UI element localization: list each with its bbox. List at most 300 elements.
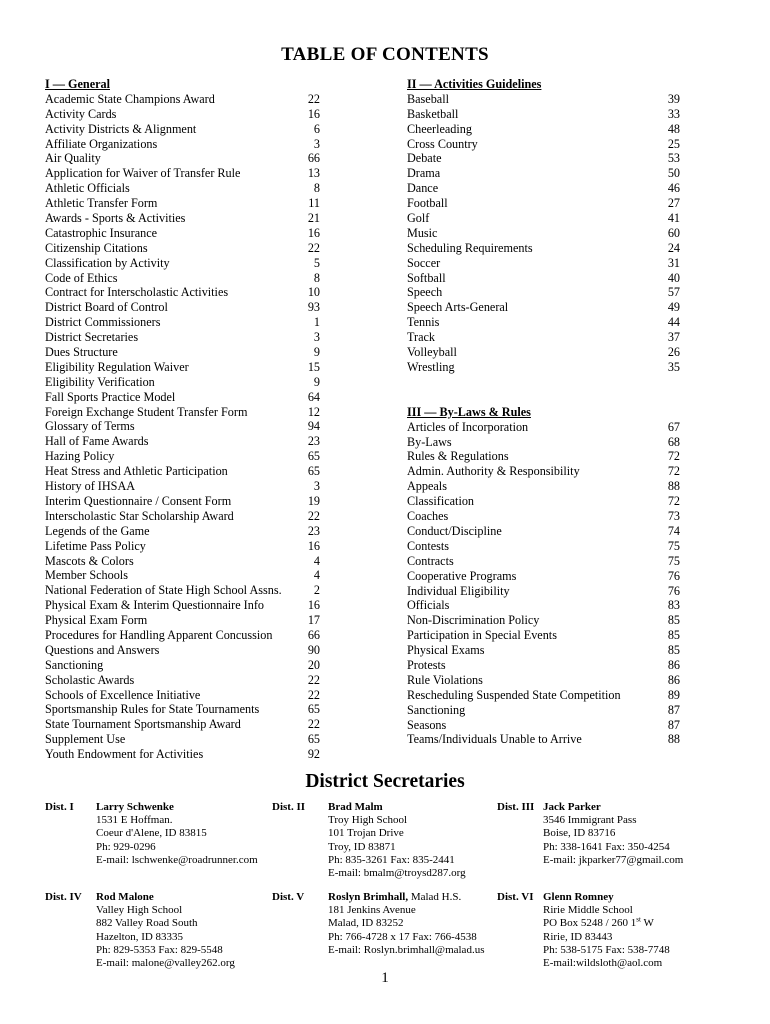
email-line: E-mail: Roslyn.brimhall@malad.us — [328, 943, 485, 956]
toc-entry-page: 48 — [667, 121, 680, 136]
phone-line: Ph: 766-4728 x 17 Fax: 766-4538 — [328, 930, 477, 943]
toc-entry-title: Non-Discrimination Policy — [407, 613, 540, 628]
toc-entry-page: 44 — [667, 315, 680, 330]
toc-entry — [45, 151, 320, 166]
toc-entry-page: 75 — [667, 553, 680, 568]
toc-entry-page: 9 — [313, 374, 320, 389]
toc-entry — [45, 717, 320, 732]
toc-entry-title: Application for Waiver of Transfer Rule — [45, 166, 241, 181]
phone-line: Ph: 929-0296 — [96, 840, 156, 853]
secretary-name: Jack Parker — [543, 801, 601, 813]
toc-entry-title: Protests — [407, 657, 446, 672]
toc-entry — [45, 137, 320, 152]
toc-entry-title: Physical Exam Form — [45, 613, 148, 628]
district-label: Dist. II — [272, 801, 306, 813]
toc-entry — [45, 509, 320, 524]
toc-entry-page: 10 — [307, 285, 320, 300]
school-line: Valley High School — [96, 904, 183, 917]
toc-entry-page: 87 — [667, 702, 680, 717]
right-column — [407, 77, 680, 747]
email-line: E-mail: lschwenke@roadrunner.com — [96, 853, 258, 866]
toc-entry-page: 19 — [307, 493, 320, 508]
toc-entry-title: Fall Sports Practice Model — [45, 389, 176, 404]
toc-entry-title: Admin. Authority & Responsibility — [407, 464, 580, 479]
toc-entry-title: Legends of the Game — [45, 523, 150, 538]
toc-entry-title: Procedures for Handling Apparent Concussion — [45, 627, 273, 642]
toc-entry-title: Coaches — [407, 509, 449, 524]
email-line: E-mail:wildsloth@aol.com — [543, 957, 663, 970]
toc-entry-page: 74 — [667, 523, 680, 538]
toc-entry-page: 24 — [667, 240, 680, 255]
toc-entry — [45, 419, 320, 434]
toc-entry-page: 50 — [667, 166, 680, 181]
toc-entry — [45, 688, 320, 703]
toc-entry — [407, 688, 680, 703]
toc-entry-page: 22 — [307, 508, 320, 523]
address-part: W — [640, 917, 654, 930]
toc-entry — [45, 285, 320, 300]
school-line: Troy High School — [328, 814, 408, 827]
toc-entry-title: Rescheduling Suspended State Competition — [407, 687, 621, 702]
city-line: Boise, ID 83716 — [543, 827, 616, 840]
toc-entry-title: Participation in Special Events — [407, 628, 557, 643]
toc-entry-page: 89 — [667, 687, 680, 702]
toc-entry-page: 40 — [667, 270, 680, 285]
toc-entry — [407, 241, 680, 256]
toc-entry — [45, 434, 320, 449]
bylaws-list — [407, 420, 680, 748]
toc-entry-title: Interscholastic Star Scholarship Award — [45, 508, 234, 523]
toc-entry-page: 94 — [307, 419, 320, 434]
toc-entry-page: 16 — [307, 106, 320, 121]
toc-entry — [45, 747, 320, 762]
toc-entry-title: Individual Eligibility — [407, 583, 510, 598]
toc-entry-title: Supplement Use — [45, 732, 126, 747]
page-number: 1 — [381, 970, 389, 986]
toc-entry-title: Tennis — [407, 315, 440, 330]
toc-entry — [407, 107, 680, 122]
toc-entry-page: 6 — [313, 121, 320, 136]
toc-entry — [407, 554, 680, 569]
toc-entry-page: 15 — [307, 359, 320, 374]
toc-entry — [45, 449, 320, 464]
school-line: Ririe Middle School — [543, 904, 633, 917]
toc-entry-title: Wrestling — [407, 359, 455, 374]
toc-entry — [407, 256, 680, 271]
toc-entry — [45, 554, 320, 569]
toc-entry-page: 35 — [667, 359, 680, 374]
district-label: Dist. VI — [497, 891, 534, 903]
toc-entry-title: Conduct/Discipline — [407, 523, 502, 538]
secretary-name: Roslyn Brimhall, — [328, 891, 409, 903]
toc-entry-page: 87 — [667, 717, 680, 732]
toc-entry-page: 65 — [307, 732, 320, 747]
phone-line: Ph: 538-5175 Fax: 538-7748 — [543, 943, 670, 956]
toc-entry-title: Code of Ethics — [45, 270, 118, 285]
toc-entry — [407, 137, 680, 152]
toc-entry-page: 49 — [667, 300, 680, 315]
general-heading: I — General — [45, 77, 110, 91]
toc-entry — [407, 732, 680, 747]
toc-entry-page: 31 — [667, 255, 680, 270]
toc-entry-page: 1 — [313, 315, 320, 330]
toc-entry — [407, 315, 680, 330]
toc-entry-title: Football — [407, 196, 448, 211]
toc-entry — [45, 405, 320, 420]
address-line: 3546 Immigrant Pass — [543, 814, 637, 827]
toc-entry-page: 2 — [313, 583, 320, 598]
toc-entry-title: Mascots & Colors — [45, 553, 134, 568]
address-line: 1531 E Hoffman. — [96, 814, 173, 827]
city-line: Troy, ID 83871 — [328, 840, 396, 853]
toc-entry — [45, 628, 320, 643]
toc-entry — [407, 151, 680, 166]
toc-entry-page: 23 — [307, 434, 320, 449]
general-list — [45, 92, 320, 762]
secretary-name: Rod Malone — [96, 891, 154, 903]
toc-entry-page: 3 — [313, 136, 320, 151]
toc-entry — [407, 181, 680, 196]
toc-entry-page: 3 — [313, 330, 320, 345]
toc-entry-page: 16 — [307, 538, 320, 553]
toc-entry-title: Member Schools — [45, 568, 128, 583]
toc-entry-page: 67 — [667, 419, 680, 434]
toc-entry — [45, 271, 320, 286]
toc-entry-page: 73 — [667, 509, 680, 524]
toc-entry-title: Affiliate Organizations — [45, 136, 158, 151]
toc-entry-title: Rule Violations — [407, 672, 483, 687]
toc-entry — [407, 271, 680, 286]
general-section — [45, 77, 320, 762]
toc-entry-page: 93 — [307, 300, 320, 315]
toc-entry — [45, 539, 320, 554]
toc-entry-title: Volleyball — [407, 345, 457, 360]
toc-entry — [45, 598, 320, 613]
toc-entry-page: 64 — [307, 389, 320, 404]
toc-entry-page: 21 — [307, 211, 320, 226]
toc-entry-page: 86 — [667, 672, 680, 687]
toc-entry-page: 25 — [667, 136, 680, 151]
toc-entry — [45, 390, 320, 405]
toc-entry-page: 4 — [313, 553, 320, 568]
toc-entry-page: 86 — [667, 657, 680, 672]
toc-entry-title: Speech — [407, 285, 443, 300]
activities-list — [407, 92, 680, 375]
toc-entry — [407, 598, 680, 613]
toc-entry — [407, 539, 680, 554]
toc-entry — [45, 643, 320, 658]
toc-entry-page: 60 — [667, 225, 680, 240]
toc-entry-title: Speech Arts-General — [407, 300, 509, 315]
email-line: E-mail: malone@valley262.org — [96, 957, 235, 970]
toc-entry-page: 65 — [307, 702, 320, 717]
toc-entry-page: 12 — [307, 404, 320, 419]
toc-entry-title: Basketball — [407, 106, 459, 121]
page-title: TABLE OF CONTENTS — [281, 44, 489, 65]
toc-entry-title: Catastrophic Insurance — [45, 225, 158, 240]
toc-entry-page: 22 — [307, 687, 320, 702]
toc-entry — [407, 330, 680, 345]
toc-entry-page: 23 — [307, 523, 320, 538]
toc-entry — [407, 300, 680, 315]
phone-line: Ph: 338-1641 Fax: 350-4254 — [543, 840, 670, 853]
toc-entry-page: 85 — [667, 613, 680, 628]
toc-entry-page: 5 — [313, 255, 320, 270]
toc-entry-page: 22 — [307, 91, 320, 106]
toc-entry-page: 16 — [307, 225, 320, 240]
toc-entry — [407, 703, 680, 718]
phone-line: Ph: 829-5353 Fax: 829-5548 — [96, 943, 223, 956]
toc-entry-title: Contracts — [407, 553, 454, 568]
toc-entry — [45, 732, 320, 747]
ordinal-suffix: st — [636, 915, 641, 924]
toc-entry-title: Music — [407, 225, 438, 240]
toc-entry-page: 92 — [307, 747, 320, 762]
toc-entry-page: 4 — [313, 568, 320, 583]
address-line — [543, 917, 670, 930]
toc-entry — [407, 509, 680, 524]
toc-entry-title: District Commissioners — [45, 315, 161, 330]
toc-entry — [407, 464, 680, 479]
toc-entry-page: 13 — [307, 166, 320, 181]
toc-entry-title: History of IHSAA — [45, 479, 136, 494]
toc-entry-title: Drama — [407, 166, 441, 181]
toc-entry — [407, 658, 680, 673]
toc-entry — [45, 330, 320, 345]
toc-entry-title: Dues Structure — [45, 345, 118, 360]
toc-entry-page: 68 — [667, 434, 680, 449]
toc-entry — [407, 196, 680, 211]
district-label: Dist. I — [45, 801, 74, 813]
toc-entry-title: Teams/Individuals Unable to Arrive — [407, 732, 582, 747]
toc-entry-title: Cheerleading — [407, 121, 472, 136]
email-line: E-mail: jkparker77@gmail.com — [543, 853, 684, 866]
address-line: 181 Jenkins Avenue — [328, 904, 416, 917]
toc-entry-page: 46 — [667, 181, 680, 196]
city-line: Hazelton, ID 83335 — [96, 930, 184, 943]
address-line: 101 Trojan Drive — [328, 827, 404, 840]
toc-entry — [45, 107, 320, 122]
toc-entry-title: Debate — [407, 151, 442, 166]
toc-entry-page: 41 — [667, 211, 680, 226]
toc-entry-title: State Tournament Sportsmanship Award — [45, 717, 241, 732]
toc-entry-title: Rules & Regulations — [407, 449, 509, 464]
toc-entry-page: 37 — [667, 330, 680, 345]
toc-entry-page: 3 — [313, 479, 320, 494]
toc-entry-title: Awards - Sports & Activities — [45, 211, 186, 226]
toc-entry-title: Appeals — [407, 479, 447, 494]
toc-entry-title: Soccer — [407, 255, 441, 270]
toc-entry-title: Lifetime Pass Policy — [45, 538, 146, 553]
toc-entry-title: District Board of Control — [45, 300, 168, 315]
address-line: 882 Valley Road South — [96, 917, 198, 930]
toc-entry — [407, 449, 680, 464]
toc-entry-title: Seasons — [407, 717, 447, 732]
city-line: Malad, ID 83252 — [328, 917, 404, 930]
toc-entry-title: Activity Districts & Alignment — [45, 121, 197, 136]
toc-entry-title: Officials — [407, 598, 450, 613]
toc-entry — [45, 256, 320, 271]
toc-entry-title: Baseball — [407, 91, 449, 106]
toc-entry — [45, 226, 320, 241]
toc-entry — [45, 494, 320, 509]
toc-entry-page: 66 — [307, 627, 320, 642]
toc-entry — [407, 211, 680, 226]
toc-entry — [407, 479, 680, 494]
toc-entry-title: By-Laws — [407, 434, 452, 449]
address-part: PO Box 5248 / 260 1 — [543, 917, 637, 930]
toc-entry-page: 57 — [667, 285, 680, 300]
toc-entry-title: Questions and Answers — [45, 642, 160, 657]
toc-entry-title: Foreign Exchange Student Transfer Form — [45, 404, 248, 419]
toc-entry — [407, 613, 680, 628]
toc-entry-title: National Federation of State High School Assns. — [45, 583, 282, 598]
toc-entry-title: Athletic Officials — [45, 181, 130, 196]
toc-entry — [45, 181, 320, 196]
toc-entry-title: Heat Stress and Athletic Participation — [45, 464, 228, 479]
toc-entry-page: 11 — [308, 196, 320, 211]
toc-entry-title: Youth Endowment for Activities — [45, 747, 204, 762]
toc-entry — [407, 494, 680, 509]
secretary-name: Glenn Romney — [543, 891, 614, 903]
toc-entry — [407, 122, 680, 137]
toc-entry-title: District Secretaries — [45, 330, 139, 345]
toc-entry — [45, 241, 320, 256]
toc-entry — [407, 226, 680, 241]
district-label: Dist. V — [272, 891, 305, 903]
toc-entry-title: Academic State Champions Award — [45, 91, 215, 106]
toc-entry-page: 16 — [307, 598, 320, 613]
toc-entry-page: 88 — [667, 732, 680, 747]
toc-entry-page: 22 — [307, 672, 320, 687]
toc-entry — [45, 524, 320, 539]
toc-entry-page: 65 — [307, 464, 320, 479]
toc-entry-title: Dance — [407, 181, 439, 196]
district-label: Dist. III — [497, 801, 535, 813]
toc-entry-page: 83 — [667, 598, 680, 613]
toc-entry-page: 88 — [667, 479, 680, 494]
toc-entry — [45, 673, 320, 688]
toc-entry-title: Interim Questionnaire / Consent Form — [45, 493, 232, 508]
toc-entry-title: Cooperative Programs — [407, 568, 517, 583]
toc-entry-title: Citizenship Citations — [45, 240, 148, 255]
toc-entry-page: 17 — [307, 613, 320, 628]
toc-entry — [407, 569, 680, 584]
bylaws-heading: III — By-Laws & Rules — [407, 404, 531, 419]
toc-entry — [45, 345, 320, 360]
toc-entry-page: 75 — [667, 538, 680, 553]
phone-line: Ph: 835-3261 Fax: 835-2441 — [328, 853, 455, 866]
toc-entry — [407, 285, 680, 300]
toc-entry — [45, 300, 320, 315]
toc-entry-title: Hazing Policy — [45, 449, 115, 464]
toc-entry-page: 65 — [307, 449, 320, 464]
toc-entry-title: Physical Exam & Interim Questionnaire Info — [45, 598, 264, 613]
toc-entry — [407, 360, 680, 375]
toc-entry-page: 72 — [667, 449, 680, 464]
toc-entry-page: 76 — [667, 568, 680, 583]
toc-entry-title: Track — [407, 330, 435, 345]
toc-entry — [407, 166, 680, 181]
district-secretaries-heading: District Secretaries — [305, 771, 465, 792]
toc-entry — [407, 92, 680, 107]
toc-entry-title: Glossary of Terms — [45, 419, 135, 434]
toc-entry-page: 22 — [307, 717, 320, 732]
toc-entry-page: 39 — [667, 91, 680, 106]
toc-entry — [407, 718, 680, 733]
toc-entry-title: Cross Country — [407, 136, 478, 151]
secretary-name: Brad Malm — [328, 801, 383, 813]
toc-entry-page: 53 — [667, 151, 680, 166]
toc-entry-page: 8 — [313, 270, 320, 285]
toc-entry — [45, 166, 320, 181]
toc-entry-title: Schools of Excellence Initiative — [45, 687, 201, 702]
toc-entry-page: 33 — [667, 106, 680, 121]
toc-entry-title: Golf — [407, 211, 430, 226]
toc-entry — [45, 360, 320, 375]
toc-entry — [45, 658, 320, 673]
toc-entry-title: Air Quality — [45, 151, 101, 166]
toc-entry — [45, 613, 320, 628]
toc-entry — [407, 584, 680, 599]
toc-entry-title: Activity Cards — [45, 106, 117, 121]
toc-entry — [407, 628, 680, 643]
toc-entry — [45, 315, 320, 330]
toc-entry — [45, 464, 320, 479]
toc-entry-page: 72 — [667, 464, 680, 479]
toc-entry — [45, 92, 320, 107]
toc-entry-title: Sanctioning — [407, 702, 466, 717]
toc-entry-title: Athletic Transfer Form — [45, 196, 158, 211]
toc-entry-title: Contract for Interscholastic Activities — [45, 285, 229, 300]
toc-entry-title: Physical Exams — [407, 643, 485, 658]
toc-entry-title: Eligibility Regulation Waiver — [45, 359, 189, 374]
toc-entry-title: Sanctioning — [45, 657, 104, 672]
secretary-name: Larry Schwenke — [96, 801, 174, 813]
toc-entry — [45, 211, 320, 226]
toc-entry-title: Scheduling Requirements — [407, 240, 533, 255]
toc-entry-title: Softball — [407, 270, 446, 285]
toc-entry-page: 66 — [307, 151, 320, 166]
toc-entry — [407, 420, 680, 435]
toc-entry — [45, 702, 320, 717]
toc-entry — [407, 643, 680, 658]
toc-entry — [45, 568, 320, 583]
district-label: Dist. IV — [45, 891, 82, 903]
city-line: Coeur d'Alene, ID 83815 — [96, 827, 207, 840]
toc-entry — [45, 479, 320, 494]
toc-entry — [407, 673, 680, 688]
toc-entry-page: 72 — [667, 494, 680, 509]
city-line: Ririe, ID 83443 — [543, 930, 613, 943]
toc-entry-title: Classification by Activity — [45, 255, 170, 270]
toc-entry-page: 22 — [307, 240, 320, 255]
toc-entry-page: 85 — [667, 628, 680, 643]
toc-entry — [45, 122, 320, 137]
toc-entry-page: 76 — [667, 583, 680, 598]
toc-entry-page: 9 — [313, 345, 320, 360]
toc-entry — [45, 196, 320, 211]
toc-entry — [407, 345, 680, 360]
toc-entry-page: 90 — [307, 642, 320, 657]
toc-entry-title: Articles of Incorporation — [407, 419, 529, 434]
toc-entry-page: 85 — [667, 643, 680, 658]
school-suffix: Malad H.S. — [408, 891, 462, 903]
toc-entry-title: Sportsmanship Rules for State Tournaments — [45, 702, 260, 717]
toc-entry — [45, 375, 320, 390]
toc-entry — [45, 583, 320, 598]
toc-entry-page: 8 — [313, 181, 320, 196]
